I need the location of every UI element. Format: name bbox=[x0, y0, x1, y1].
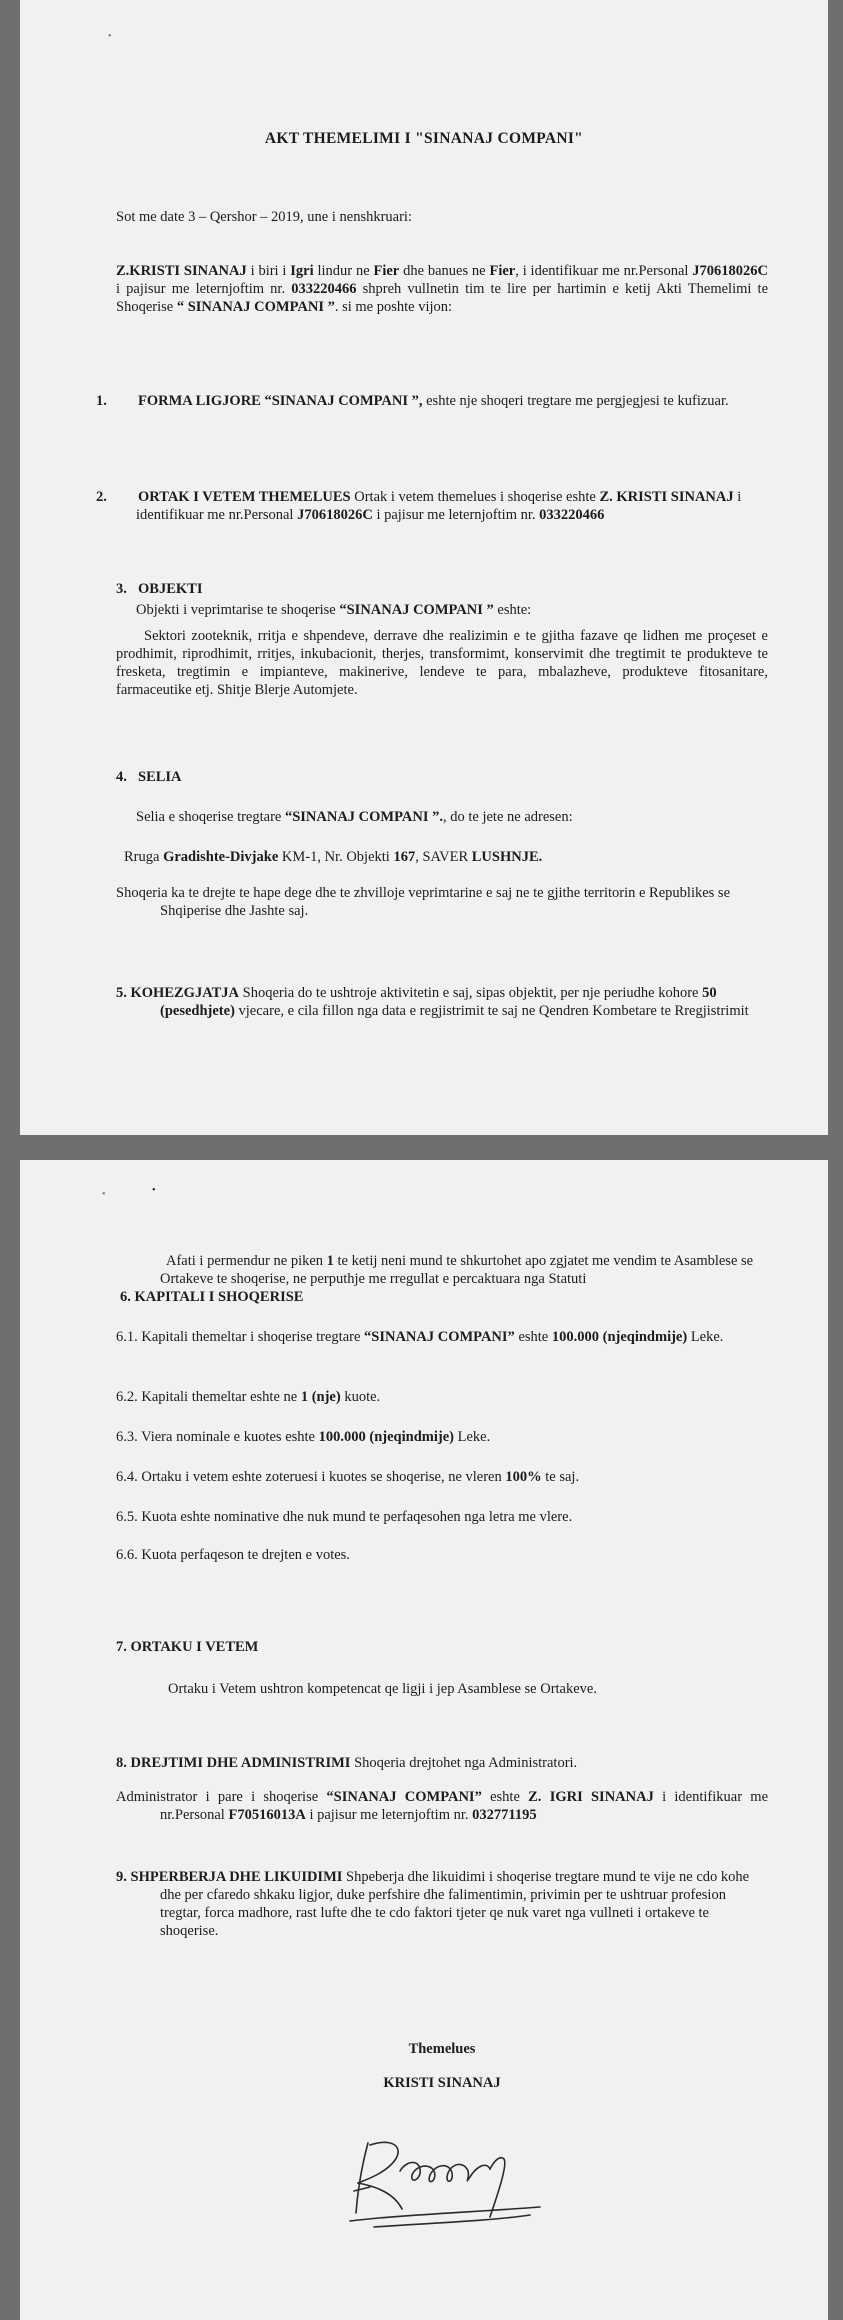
section-6-item-1: 6.1. Kapitali themeltar i shoqerise tregtare “SINANAJ COMPANI” eshte 100.000 (njeqindmije) Leke. bbox=[116, 1329, 724, 1345]
section-6-heading: 6. KAPITALI I SHOQERISE bbox=[120, 1289, 304, 1305]
founder-label: Themelues bbox=[408, 2041, 476, 2057]
section-2: 2. ORTAK I VETEM THEMELUES Ortak i vetem themelues i shoqerise eshte Z. KRISTI SINANAJ i identifikuar me nr.Personal J70618026C i pajisur me leternjoftim nr. 033220466 bbox=[96, 489, 742, 523]
scan-speck: • bbox=[102, 1189, 106, 1200]
section-4: 4. SELIA Selia e shoqerise tregtare “SINANAJ COMPANI ”., do te jete ne adresen: Rruga Gradishte-Divjake KM-1, Nr. Objekti 167, SAVER LUSHNJE. Shoqeria ka te drejte te hape dege dhe te zhvilloje veprimtarine e saj ne te gjithe territorin e Republikes se Shqiperise dhe Jashte saj. bbox=[116, 768, 768, 920]
scan-speck: • bbox=[108, 31, 112, 42]
date-line: Sot me date 3 – Qershor – 2019, une i nenshkruari: bbox=[116, 209, 412, 225]
document-title: AKT THEMELIMI I "SINANAJ COMPANI" bbox=[264, 130, 584, 147]
document-page-1 bbox=[20, 0, 828, 1135]
section-6-item-5: 6.5. Kuota eshte nominative dhe nuk mund te perfaqesohen nga letra me vlere. bbox=[116, 1509, 573, 1525]
intro-paragraph: Z.KRISTI SINANAJ i biri i Igri lindur ne Fier dhe banues ne Fier, i identifikuar me nr.Personal J70618026C i pajisur me leternjoftim nr. 033220466 shpreh vullnetin tim te lire per hartimin e ketij Akti Themelimi te Shoqerise “ SINANAJ COMPANI ”. si me poshte vijon: bbox=[116, 263, 769, 315]
section-6-item-2: 6.2. Kapitali themeltar eshte ne 1 (nje) kuote. bbox=[116, 1389, 381, 1405]
section-6-item-6: 6.6. Kuota perfaqeson te drejten e votes. bbox=[116, 1547, 350, 1563]
section-4-branches: Shoqeria ka te drejte te hape dege dhe te zhvilloje veprimtarine e saj ne te gjithe territorin e Republikes se Shqiperise dhe Jashte saj. bbox=[116, 885, 731, 919]
section-5: 5. KOHEZGJATJA Shoqeria do te ushtroje aktivitetin e saj, sipas objektit, per nje periudhe kohore 50 (pesedhjete) vjecare, e cila fillon nga data e regjistrimit te saj ne Qendren Kombetare te Rregjistrimit bbox=[116, 985, 749, 1019]
section-7-text: Ortaku i Vetem ushtron kompetencat qe ligji i jep Asamblese se Ortakeve. bbox=[168, 1681, 597, 1697]
section-9: 9. SHPERBERJA DHE LIKUIDIMI Shpeberja dhe likuidimi i shoqerise tregtare mund te vije ne cdo kohe dhe per cfaredo shkaku ligjor, duke perfshire dhe falimentimin, privimin per te ushtruar profesion tregtar, forca madhore, rast lufte dhe te cdo faktori tjeter qe nuk varet nga vullneti i ortakeve te shoqerise. bbox=[116, 1869, 750, 1939]
section-4-seat: Selia e shoqerise tregtare “SINANAJ COMPANI ”., do te jete ne adresen: bbox=[136, 809, 573, 825]
founder-name: KRISTI SINANAJ bbox=[383, 2075, 501, 2091]
document-page-2 bbox=[20, 1160, 828, 2320]
section-6-item-3: 6.3. Viera nominale e kuotes eshte 100.000 (njeqindmije) Leke. bbox=[116, 1429, 491, 1445]
section-3-objective: Objekti i veprimtarise te shoqerise “SINANAJ COMPANI ” eshte: bbox=[136, 602, 532, 618]
handwritten-signature bbox=[340, 2125, 560, 2235]
section-4-address: Rruga Gradishte-Divjake KM-1, Nr. Objekti 167, SAVER LUSHNJE. bbox=[124, 849, 543, 865]
founder-block bbox=[116, 2040, 768, 2092]
section-8: 8. DREJTIMI DHE ADMINISTRIMI Shoqeria drejtohet nga Administratori. Administrator i pare i shoqerise “SINANAJ COMPANI” eshte Z. IGRI SINANAJ i identifikuar me nr.Personal F70516013A i pajisur me leternjoftim nr. 032771195 bbox=[116, 1755, 769, 1823]
section-5-continued: Afati i permendur ne piken 1 te ketij neni mund te shkurtohet apo zgjatet me vendim te Asamblese se Ortakeve te shoqerise, ne perputhje me rregullat e percaktuara nga Statuti bbox=[160, 1253, 754, 1287]
section-1: 1. FORMA LIGJORE “SINANAJ COMPANI ”, eshte nje shoqeri tregtare me pergjegjesi te kufizuar. bbox=[96, 393, 729, 409]
section-6-item-4: 6.4. Ortaku i vetem eshte zoteruesi i kuotes se shoqerise, ne vleren 100% te saj. bbox=[116, 1469, 580, 1485]
section-8-administrator: Administrator i pare i shoqerise “SINANAJ COMPANI” eshte Z. IGRI SINANAJ i identifikuar me nr.Personal F70516013A i pajisur me leternjoftim nr. 032771195 bbox=[116, 1789, 769, 1823]
section-3: 3. OBJEKTI Objekti i veprimtarise te shoqerise “SINANAJ COMPANI ” eshte: Sektori zooteknik, rritja e shpendeve, derrave dhe realizimin e te gjitha fazave qe lidhen me proçeset e prodhimit, riprodhimit, rritjes, inkubacionit, therjes, transformimt, konservimit dhe tregtimit te produkteve te fresketa, tregtimin e impianteve, makinerive, lendeve te para, mbalazheve, produkteve fitosanitare, farmaceutike etj. Shitje Blerje Automjete. bbox=[116, 581, 768, 698]
section-3-activities: Sektori zooteknik, rritja e shpendeve, derrave dhe realizimin e te gjitha fazave qe lidhen me proçeset e prodhimit, riprodhimit, rritjes, inkubacionit, therjes, transformimt, konservimit dhe tregtimit te produkteve te fresketa, tregtimin e impianteve, makinerive, lendeve te para, mbalazheve, produkteve fitosanitare, farmaceutike etj. Shitje Blerje Automjete. bbox=[116, 628, 768, 698]
section-7: 7. ORTAKU I VETEM Ortaku i Vetem ushtron kompetencat qe ligji i jep Asamblese se Ortakeve. bbox=[116, 1638, 768, 1698]
scan-speck: • bbox=[152, 1185, 156, 1196]
